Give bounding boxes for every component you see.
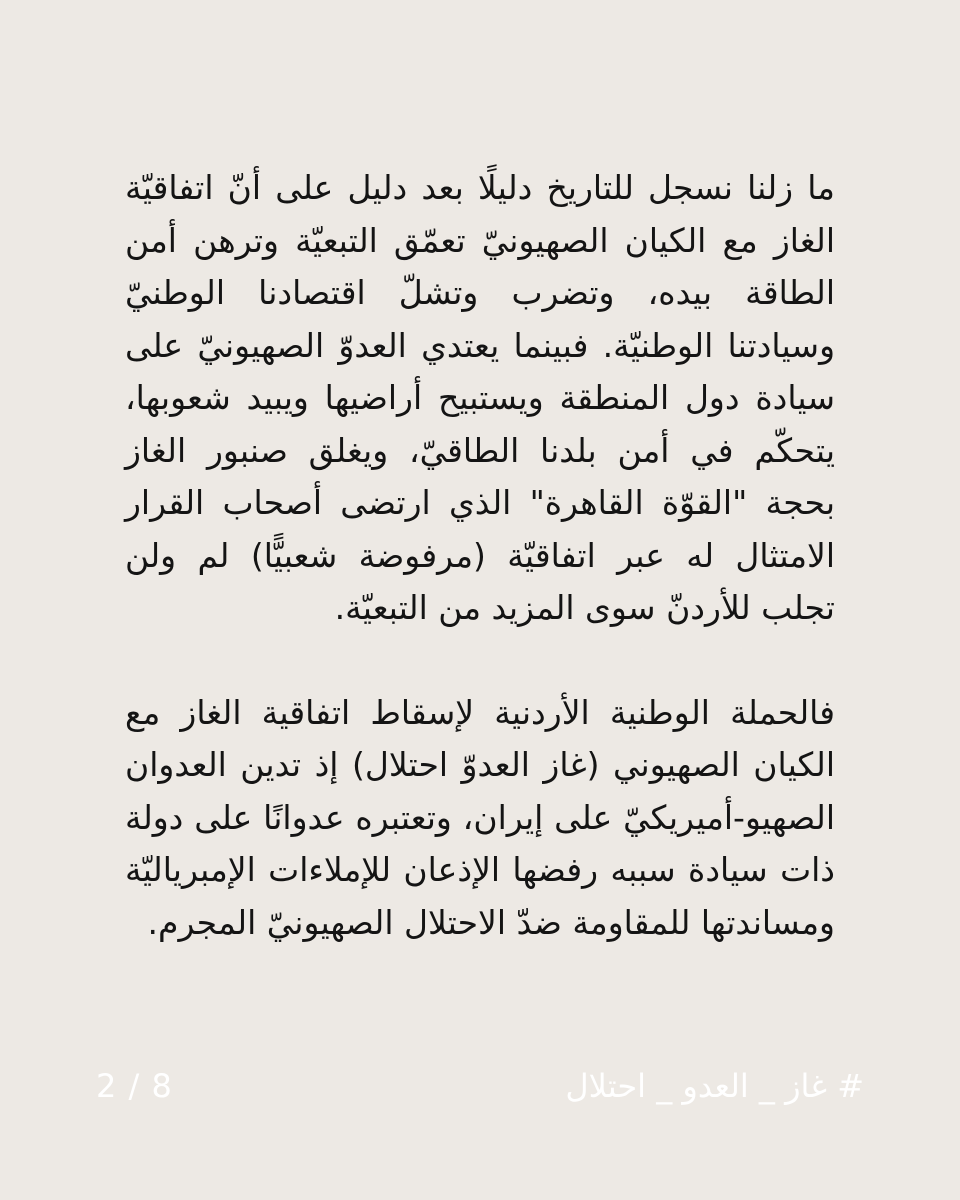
page-counter: 2 / 8	[96, 1067, 173, 1105]
paragraph-1: ما زلنا نسجل للتاريخ دليلًا بعد دليل على أنّ اتفاقيّة الغاز مع الكيان الصهيونيّ تعمّق التبعيّة وترهن أمن الطاقة بيده، وتضرب وتشلّ اقتصادنا الوطنيّ وسيادتنا الوطنيّة. فبينما يعتدي العدوّ الصهيونيّ على سيادة دول المنطقة ويستبيح أراضيها ويبيد شعوبها، يتحكّم في أمن بلدنا الطاقيّ، ويغلق صنبور الغاز بحجة "القوّة القاهرة" الذي ارتضى أصحاب القرار الامتثال له عبر اتفاقيّة (مرفوضة شعبيًّا) لم ولن تجلب للأردنّ سوى المزيد من التبعيّة.	[125, 168, 835, 627]
page-footer	[96, 1062, 864, 1110]
paragraph-2: فالحملة الوطنية الأردنية لإسقاط اتفاقية الغاز مع الكيان الصهيوني (غاز العدوّ احتلال) إذ تدين العدوان الصهيو-أميريكيّ على إيران، وتعتبره عدوانًا على دولة ذات سيادة سببه رفضها الإذعان للإملاءات الإمبرياليّة ومساندتها للمقاومة ضدّ الاحتلال الصهيونيّ المجرم.	[125, 692, 835, 942]
hashtag-label: # غاز _ العدو _ احتلال	[565, 1067, 864, 1105]
article-body	[125, 162, 835, 949]
